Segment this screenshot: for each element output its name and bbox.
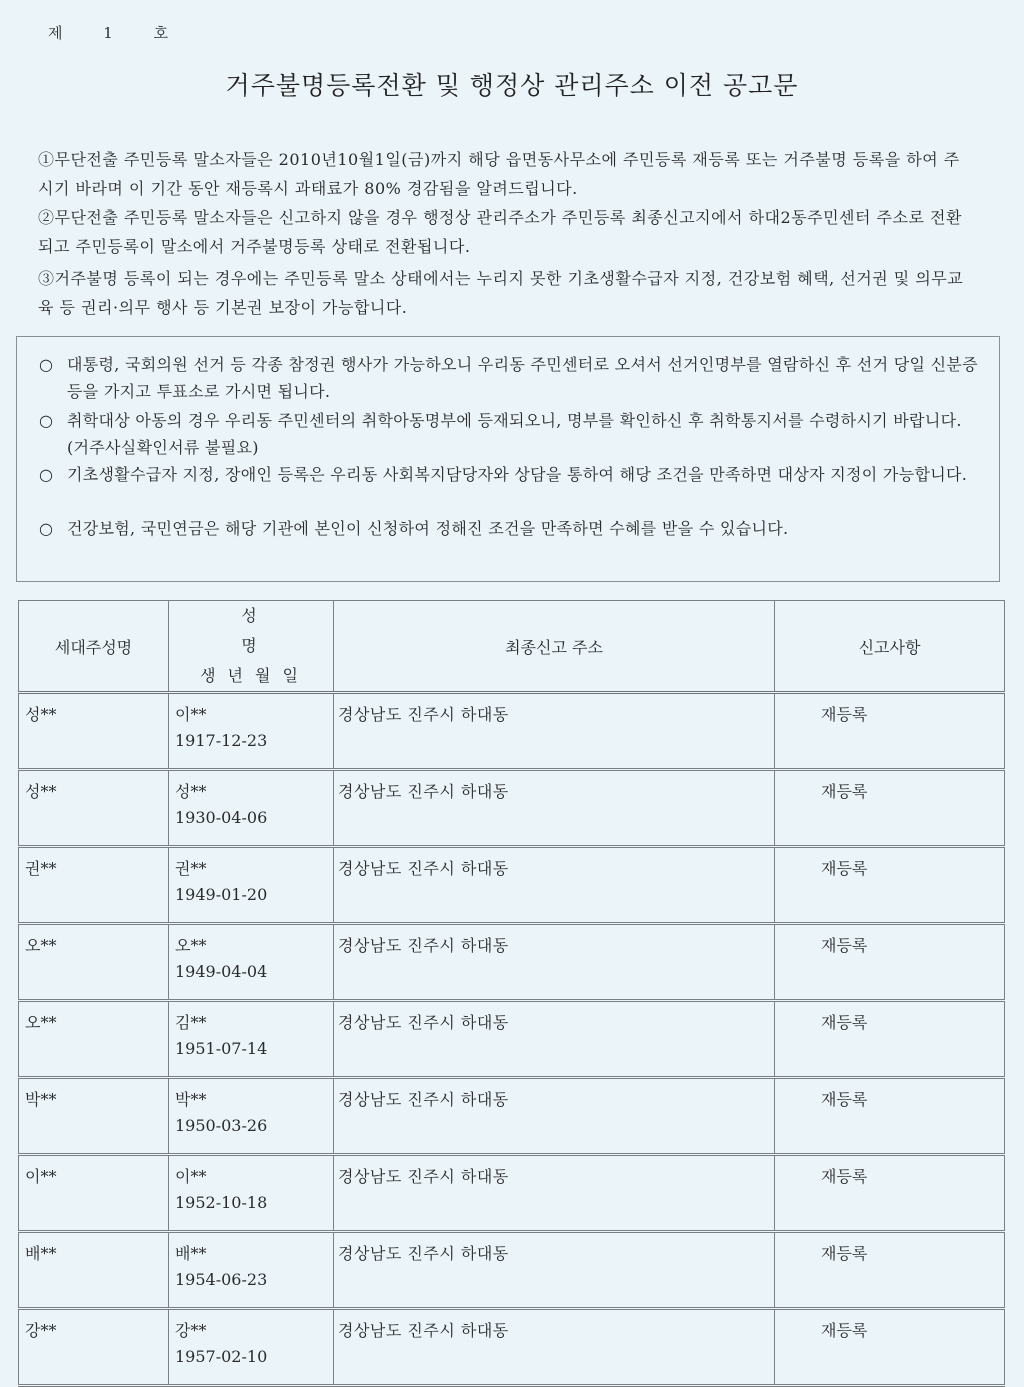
cell-birth: 1957-02-10 [175,1347,268,1366]
cell-householder: 배** [19,1232,169,1309]
circle-bullet-icon: ○ [39,465,54,484]
cell-name: 성** [175,782,207,801]
cell-birth: 1952-10-18 [175,1193,268,1212]
cell-householder: 오** [19,1001,169,1078]
cell-report: 재등록 [775,1078,1005,1155]
cell-name-birth [169,1155,334,1232]
cell-birth: 1954-06-23 [175,1270,268,1289]
doc-number-suffix: 호 [153,24,169,42]
header-report: 신고사항 [775,601,1005,693]
table-row [19,847,1005,924]
notice-paragraph-3: ③거주불명 등록이 되는 경우에는 주민등록 말소 상태에서는 누리지 못한 기초생활수급자 지정, 건강보험 혜택, 선거권 및 의무교육 등 권리·의무 행사 등 기본권 보장이 가능합니다. [38,269,964,317]
cell-name-birth [169,1309,334,1386]
cell-name: 배** [175,1244,207,1263]
doc-number-prefix: 제 [48,24,63,42]
registrant-table [18,600,1005,1387]
cell-report: 재등록 [775,1232,1005,1309]
info-bullet-text: 취학대상 아동의 경우 우리동 주민센터의 취학아동명부에 등재되오니, 명부를 확인하신 후 취학통지서를 수령하시기 바랍니다.(거주사실확인서류 불필요) [67,411,962,457]
cell-report: 재등록 [775,847,1005,924]
table-row [19,1078,1005,1155]
circle-bullet-icon: ○ [39,411,54,430]
cell-address: 경상남도 진주시 하대동 [334,1001,775,1078]
cell-report: 재등록 [775,1155,1005,1232]
cell-name: 박** [175,1090,207,1109]
cell-birth: 1949-01-20 [175,885,268,904]
table-row [19,693,1005,770]
table-row [19,1001,1005,1078]
document-number [48,22,204,43]
info-bullet [39,515,979,542]
info-bullet-text: 기초생활수급자 지정, 장애인 등록은 우리동 사회복지담당자와 상담을 통하여 해당 조건을 만족하면 대상자 지정이 가능합니다. [67,465,968,484]
cell-address: 경상남도 진주시 하대동 [334,924,775,1001]
table-row [19,1309,1005,1386]
cell-name-birth [169,693,334,770]
cell-householder: 강** [19,1309,169,1386]
cell-address: 경상남도 진주시 하대동 [334,770,775,847]
cell-householder: 박** [19,1078,169,1155]
cell-name-birth [169,924,334,1001]
page-title: 거주불명등록전환 및 행정상 관리주소 이전 공고문 [225,71,799,100]
info-bullet [39,461,979,488]
cell-householder: 이** [19,1155,169,1232]
cell-birth: 1930-04-06 [175,808,268,827]
cell-birth: 1951-07-14 [175,1039,268,1058]
table-header-row [19,601,1005,693]
cell-householder: 권** [19,847,169,924]
notice-paragraph-1: ①무단전출 주민등록 말소자들은 2010년10월1일(금)까지 해당 읍면동사무소에 주민등록 재등록 또는 거주불명 등록을 하여 주시기 바라며 이 기간 동안 재등록시 과태료가 80% 경감됨을 알려드립니다. [38,150,960,198]
table-row [19,924,1005,1001]
cell-report: 재등록 [775,770,1005,847]
doc-number-value: 1 [103,24,113,42]
table-row [19,770,1005,847]
cell-name-birth [169,1232,334,1309]
cell-name-birth [169,770,334,847]
notice-paragraph-2: ②무단전출 주민등록 말소자들은 신고하지 않을 경우 행정상 관리주소가 주민등록 최종신고지에서 하대2동주민센터 주소로 전환되고 주민등록이 말소에서 거주불명등록 상태로 전환됩니다. [38,208,962,256]
cell-address: 경상남도 진주시 하대동 [334,1232,775,1309]
cell-name: 권** [175,859,207,878]
cell-birth: 1949-04-04 [175,962,268,981]
cell-name-birth [169,847,334,924]
cell-name-birth [169,1001,334,1078]
cell-name: 강** [175,1321,207,1340]
cell-householder: 성** [19,693,169,770]
cell-report: 재등록 [775,924,1005,1001]
info-box [16,336,1000,582]
circle-bullet-icon: ○ [39,519,54,538]
cell-address: 경상남도 진주시 하대동 [334,847,775,924]
cell-address: 경상남도 진주시 하대동 [334,1078,775,1155]
cell-householder: 오** [19,924,169,1001]
cell-name: 오** [175,936,207,955]
table-row [19,1232,1005,1309]
cell-report: 재등록 [775,1001,1005,1078]
cell-address: 경상남도 진주시 하대동 [334,1155,775,1232]
header-name-birth [169,601,334,693]
info-bullet [39,351,979,405]
table-row [19,1155,1005,1232]
cell-name: 김** [175,1013,207,1032]
cell-report: 재등록 [775,1309,1005,1386]
cell-address: 경상남도 진주시 하대동 [334,1309,775,1386]
cell-birth: 1950-03-26 [175,1116,268,1135]
cell-name: 이** [175,1167,207,1186]
info-bullet-text: 대통령, 국회의원 선거 등 각종 참정권 행사가 가능하오니 우리동 주민센터로 오셔서 선거인명부를 열람하신 후 선거 당일 신분증 등을 가지고 투표소로 가시면 됩니다. [67,355,978,401]
header-householder: 세대주성명 [19,601,169,693]
header-name: 성 명 [241,606,301,655]
cell-address: 경상남도 진주시 하대동 [334,693,775,770]
cell-birth: 1917-12-23 [175,731,268,750]
info-bullet [39,407,979,461]
header-birth: 생년월일 [200,666,310,685]
cell-householder: 성** [19,770,169,847]
cell-report: 재등록 [775,693,1005,770]
cell-name-birth [169,1078,334,1155]
cell-name: 이** [175,705,207,724]
header-address: 최종신고 주소 [334,601,775,693]
info-bullet-text: 건강보험, 국민연금은 해당 기관에 본인이 신청하여 정해진 조건을 만족하면 수혜를 받을 수 있습니다. [67,519,789,538]
circle-bullet-icon: ○ [39,355,54,374]
